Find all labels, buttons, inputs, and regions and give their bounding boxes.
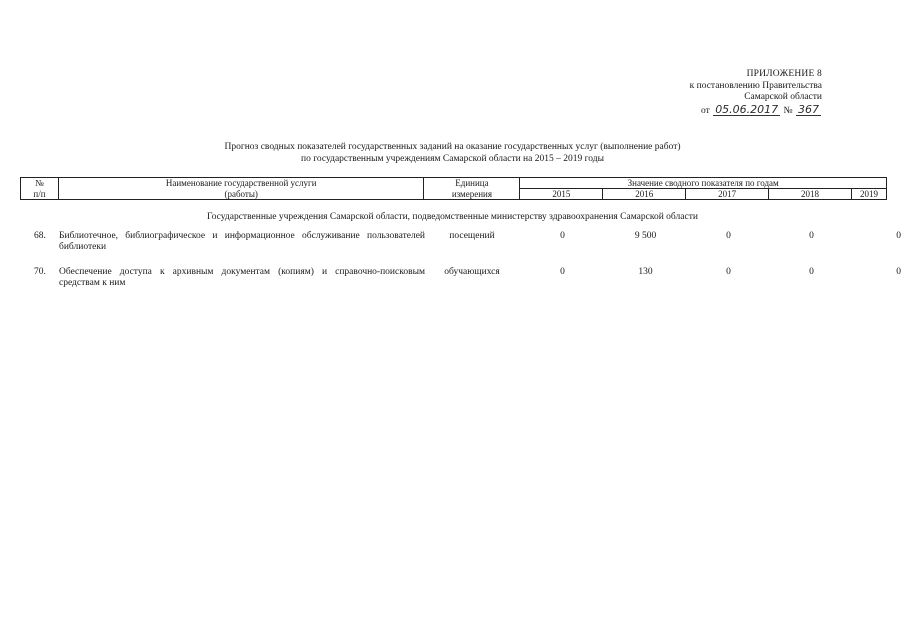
row-number: 70.	[34, 267, 46, 277]
year-header: 2019	[851, 189, 886, 200]
col-name-top: Наименование государственной услуги	[58, 178, 424, 189]
row-number: 68.	[34, 231, 46, 241]
year-header: 2017	[686, 189, 769, 200]
document-heading	[0, 142, 905, 165]
value-2016: 9 500	[634, 231, 657, 241]
value-2015: 0	[560, 267, 565, 277]
section-title: Государственные учреждения Самарской области, подведомственные министерству здравоохранения Самарской области	[207, 212, 698, 222]
value-2017: 0	[726, 267, 731, 277]
appendix-title: ПРИЛОЖЕНИЕ 8	[746, 69, 822, 79]
heading-line-1: Прогноз сводных показателей государственных заданий на оказание государственных услуг (выполнение работ)	[224, 142, 681, 152]
service-name: Обеспечение доступа к архивным документам (копиям) и справочно-поисковым средствам к ним	[59, 267, 425, 288]
year-header: 2015	[520, 189, 603, 200]
col-num-bottom: п/п	[21, 189, 59, 200]
heading-line-2: по государственным учреждениям Самарской области на 2015 – 2019 годы	[301, 153, 604, 164]
appendix-block	[690, 69, 822, 117]
year-header: 2016	[603, 189, 686, 200]
appendix-date-line	[690, 104, 822, 118]
value-2016: 130	[638, 267, 653, 277]
value-2015: 0	[560, 231, 565, 241]
appendix-line-1: к постановлению Правительства	[689, 80, 822, 91]
value-2018: 0	[809, 231, 814, 241]
col-values-header: Значение сводного показателя по годам	[520, 178, 887, 189]
number-label: №	[783, 105, 793, 116]
col-unit-bottom: измерения	[424, 189, 520, 200]
handwritten-number: 367	[798, 102, 819, 116]
value-2019: 0	[896, 267, 901, 277]
unit-of-measure: посещений	[449, 231, 495, 241]
from-label: от	[701, 105, 710, 116]
col-name-bottom: (работы)	[58, 189, 424, 200]
appendix-line-2: Самарской области	[744, 92, 822, 102]
unit-of-measure: обучающихся	[444, 267, 500, 277]
handwritten-date: 05.06.2017	[715, 102, 779, 116]
service-name: Библиотечное, библиографическое и информационное обслуживание пользователей библиотеки	[59, 231, 425, 252]
year-header: 2018	[769, 189, 852, 200]
col-unit-top: Единица	[424, 178, 520, 189]
col-num-top: №	[21, 178, 59, 189]
value-2019: 0	[896, 231, 901, 241]
value-2018: 0	[809, 267, 814, 277]
indicators-table-header	[20, 177, 887, 200]
value-2017: 0	[726, 231, 731, 241]
